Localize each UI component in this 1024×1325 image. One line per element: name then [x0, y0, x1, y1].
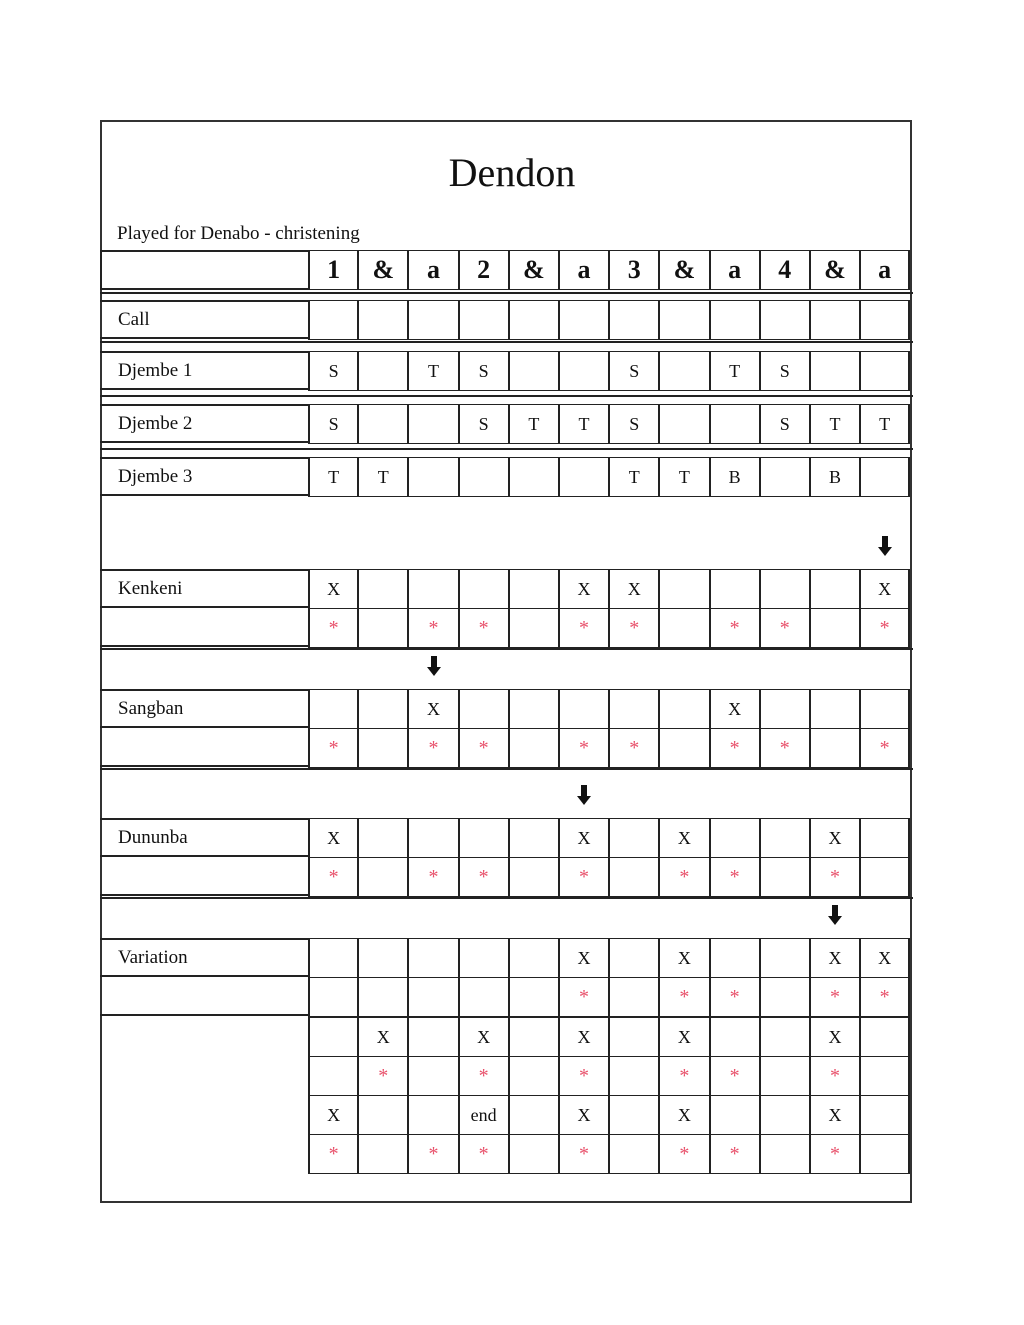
accent-cell: *: [459, 608, 509, 648]
beat-cell: [760, 457, 810, 497]
beat-cell: T: [659, 457, 709, 497]
beat-cell: T: [358, 457, 408, 497]
beat-cell: [358, 300, 408, 340]
accent-cell: *: [308, 857, 358, 897]
beat-cell: [609, 977, 659, 1017]
beat-cell: X: [710, 689, 760, 729]
beat-cell: [509, 1017, 559, 1057]
beat-cell: [308, 977, 358, 1017]
beat-cell: [358, 689, 408, 729]
beat-cell: [509, 457, 559, 497]
beat-cell: end: [459, 1095, 509, 1135]
beat-row: [308, 1095, 910, 1135]
beat-cell: T: [860, 404, 910, 444]
instrument-label: Kenkeni: [100, 569, 308, 608]
beat-row: [308, 569, 910, 609]
beat-cell: T: [810, 404, 860, 444]
beat-cell: [559, 689, 609, 729]
beat-cell: T: [308, 457, 358, 497]
beat-cell: &: [509, 250, 559, 290]
beat-cell: [760, 938, 810, 978]
accent-cell: *: [408, 728, 458, 768]
beat-cell: [810, 689, 860, 729]
beat-cell: X: [308, 818, 358, 858]
beat-cell: [358, 857, 408, 897]
beat-cell: T: [710, 351, 760, 391]
beat-cell: [659, 728, 709, 768]
beat-cell: X: [659, 938, 709, 978]
accent-cell: *: [308, 608, 358, 648]
beat-cell: [760, 857, 810, 897]
separator-line: [100, 768, 913, 770]
accent-cell: *: [459, 1134, 509, 1174]
accent-cell: *: [459, 1056, 509, 1096]
beat-cell: [860, 1056, 910, 1096]
accent-cell: *: [659, 1134, 709, 1174]
instrument-label-blank: [100, 857, 308, 896]
beat-cell: [609, 857, 659, 897]
beat-cell: [408, 1095, 458, 1135]
beat-cell: [860, 457, 910, 497]
beat-cell: [358, 728, 408, 768]
beat-cell: [509, 569, 559, 609]
accent-cell: *: [609, 728, 659, 768]
beat-cell: [609, 689, 659, 729]
beat-cell: [710, 1095, 760, 1135]
beat-cell: X: [559, 818, 609, 858]
beat-cell: [810, 608, 860, 648]
beat-cell: a: [860, 250, 910, 290]
beat-cell: [609, 1056, 659, 1096]
accent-cell: *: [710, 608, 760, 648]
beat-cell: [860, 1017, 910, 1057]
beat-cell: [509, 818, 559, 858]
instrument-label-blank: [100, 608, 308, 647]
beat-cell: [459, 818, 509, 858]
instrument-label: Dununba: [100, 818, 308, 857]
beat-cell: [509, 351, 559, 391]
beat-cell: T: [408, 351, 458, 391]
beat-cell: [860, 689, 910, 729]
beat-row: [308, 1017, 910, 1057]
beat-cell: [308, 1017, 358, 1057]
beat-cell: [810, 569, 860, 609]
accent-cell: *: [860, 728, 910, 768]
down-arrow-icon: [828, 905, 842, 925]
beat-cell: X: [609, 569, 659, 609]
beat-row: [308, 689, 910, 729]
beat-cell: 1: [308, 250, 358, 290]
accent-cell: *: [810, 1056, 860, 1096]
beat-cell: [509, 938, 559, 978]
beat-cell: [760, 1056, 810, 1096]
beat-row: [308, 857, 910, 897]
beat-cell: [308, 689, 358, 729]
beat-cell: [408, 1056, 458, 1096]
accent-cell: *: [710, 1134, 760, 1174]
beat-cell: [860, 351, 910, 391]
beat-cell: [609, 818, 659, 858]
beat-cell: [408, 938, 458, 978]
beat-cell: [408, 457, 458, 497]
beat-cell: [509, 689, 559, 729]
separator-line: [100, 897, 913, 899]
beat-cell: T: [509, 404, 559, 444]
beat-cell: S: [459, 351, 509, 391]
beat-cell: [609, 1095, 659, 1135]
instrument-label: Sangban: [100, 689, 308, 728]
accent-cell: *: [760, 608, 810, 648]
beat-cell: [509, 1134, 559, 1174]
accent-cell: *: [459, 857, 509, 897]
beat-cell: [710, 818, 760, 858]
beat-cell: [760, 977, 810, 1017]
beat-cell: [760, 1017, 810, 1057]
beat-cell: B: [810, 457, 860, 497]
accent-cell: *: [559, 1134, 609, 1174]
beat-cell: [358, 569, 408, 609]
accent-cell: *: [559, 977, 609, 1017]
beat-cell: [760, 1095, 810, 1135]
beat-cell: S: [459, 404, 509, 444]
beat-cell: [760, 1134, 810, 1174]
beat-cell: [760, 818, 810, 858]
down-arrow-icon: [878, 536, 892, 556]
beat-cell: [459, 569, 509, 609]
accent-cell: *: [408, 608, 458, 648]
beat-cell: &: [659, 250, 709, 290]
separator-line: [100, 292, 913, 294]
beat-cell: X: [659, 1095, 709, 1135]
beat-cell: 4: [760, 250, 810, 290]
beat-row: [308, 1056, 910, 1096]
beat-cell: [710, 1017, 760, 1057]
beat-cell: X: [860, 569, 910, 609]
beat-cell: [408, 818, 458, 858]
beat-cell: [659, 689, 709, 729]
beat-cell: X: [308, 569, 358, 609]
beat-cell: [308, 938, 358, 978]
accent-cell: *: [860, 608, 910, 648]
beat-cell: [609, 938, 659, 978]
beat-cell: X: [810, 938, 860, 978]
beat-cell: [459, 977, 509, 1017]
separator-line: [100, 395, 913, 397]
accent-cell: *: [810, 857, 860, 897]
beat-cell: [760, 689, 810, 729]
beat-cell: [810, 300, 860, 340]
beat-cell: [358, 1134, 408, 1174]
beat-cell: [659, 351, 709, 391]
beat-cell: X: [559, 569, 609, 609]
beat-cell: [710, 300, 760, 340]
accent-cell: *: [659, 977, 709, 1017]
beat-cell: [860, 300, 910, 340]
accent-cell: *: [559, 608, 609, 648]
beat-row: [308, 1134, 910, 1174]
accent-cell: *: [559, 1056, 609, 1096]
instrument-label: Djembe 2: [100, 404, 308, 443]
beat-cell: [509, 728, 559, 768]
beat-cell: [860, 857, 910, 897]
beat-cell: [358, 404, 408, 444]
beat-cell: a: [559, 250, 609, 290]
beat-cell: X: [358, 1017, 408, 1057]
beat-cell: X: [559, 1095, 609, 1135]
beat-cell: a: [710, 250, 760, 290]
accent-cell: *: [810, 1134, 860, 1174]
beat-cell: [860, 818, 910, 858]
beat-cell: T: [609, 457, 659, 497]
beat-cell: [810, 351, 860, 391]
beat-cell: [509, 857, 559, 897]
beat-cell: [459, 457, 509, 497]
accent-cell: *: [358, 1056, 408, 1096]
beat-cell: [308, 300, 358, 340]
beat-cell: &: [810, 250, 860, 290]
accent-cell: *: [308, 1134, 358, 1174]
beat-cell: X: [810, 1017, 860, 1057]
beat-cell: [358, 608, 408, 648]
accent-cell: *: [559, 728, 609, 768]
beat-cell: [609, 1017, 659, 1057]
beat-cell: 3: [609, 250, 659, 290]
beat-row: [308, 351, 910, 391]
accent-cell: *: [860, 977, 910, 1017]
instrument-label: Djembe 3: [100, 457, 308, 496]
beat-cell: X: [810, 818, 860, 858]
beat-cell: [559, 457, 609, 497]
separator-line: [100, 648, 913, 650]
beat-cell: [509, 608, 559, 648]
beat-cell: X: [659, 1017, 709, 1057]
beat-cell: [408, 404, 458, 444]
beat-cell: B: [710, 457, 760, 497]
beat-cell: [659, 608, 709, 648]
beat-cell: [509, 300, 559, 340]
instrument-label-blank: [100, 728, 308, 767]
beat-cell: X: [559, 938, 609, 978]
instrument-label: Call: [100, 300, 308, 339]
beat-cell: [459, 938, 509, 978]
separator-line: [100, 448, 913, 450]
beat-cell: X: [408, 689, 458, 729]
beat-cell: T: [559, 404, 609, 444]
beat-cell: S: [308, 404, 358, 444]
beat-cell: [308, 1056, 358, 1096]
beat-cell: [459, 689, 509, 729]
beat-cell: X: [459, 1017, 509, 1057]
beat-cell: [659, 300, 709, 340]
beat-row: [308, 977, 910, 1017]
beat-cell: [659, 569, 709, 609]
instrument-label-blank: [100, 977, 308, 1016]
accent-cell: *: [760, 728, 810, 768]
beat-cell: a: [408, 250, 458, 290]
accent-cell: *: [459, 728, 509, 768]
beat-row: [308, 300, 910, 340]
beat-row: [308, 938, 910, 978]
beat-cell: X: [659, 818, 709, 858]
beat-cell: [509, 977, 559, 1017]
accent-cell: *: [659, 1056, 709, 1096]
beat-cell: [760, 300, 810, 340]
beat-cell: [609, 1134, 659, 1174]
beat-cell: [760, 569, 810, 609]
beat-cell: [559, 300, 609, 340]
accent-cell: *: [408, 1134, 458, 1174]
beat-cell: [408, 300, 458, 340]
accent-cell: *: [559, 857, 609, 897]
beat-cell: &: [358, 250, 408, 290]
beat-cell: [408, 569, 458, 609]
beat-cell: 2: [459, 250, 509, 290]
beat-cell: [710, 569, 760, 609]
accent-cell: *: [710, 1056, 760, 1096]
beat-cell: [609, 300, 659, 340]
beat-cell: X: [308, 1095, 358, 1135]
down-arrow-icon: [427, 656, 441, 676]
beat-row: [308, 250, 910, 290]
accent-cell: *: [308, 728, 358, 768]
beat-cell: [710, 938, 760, 978]
page-subtitle: Played for Denabo - christening: [117, 223, 360, 244]
beat-cell: X: [810, 1095, 860, 1135]
beat-cell: [459, 300, 509, 340]
accent-cell: *: [408, 857, 458, 897]
beat-cell: [358, 977, 408, 1017]
beat-cell: [860, 1095, 910, 1135]
beat-row: [308, 608, 910, 648]
down-arrow-icon: [577, 785, 591, 805]
beat-cell: [810, 728, 860, 768]
beat-cell: [509, 1095, 559, 1135]
beat-cell: S: [308, 351, 358, 391]
beat-cell: X: [860, 938, 910, 978]
beat-row: [308, 818, 910, 858]
beat-cell: S: [609, 404, 659, 444]
beat-cell: [358, 351, 408, 391]
beat-cell: [358, 818, 408, 858]
beat-row: [308, 404, 910, 444]
beat-cell: [408, 977, 458, 1017]
beat-cell: S: [609, 351, 659, 391]
beat-cell: [408, 1017, 458, 1057]
header-label-cell: [100, 250, 308, 290]
accent-cell: *: [810, 977, 860, 1017]
beat-cell: S: [760, 404, 810, 444]
beat-cell: S: [760, 351, 810, 391]
beat-cell: [659, 404, 709, 444]
beat-row: [308, 728, 910, 768]
beat-cell: [509, 1056, 559, 1096]
instrument-label: Djembe 1: [100, 351, 308, 390]
page-title: Dendon: [448, 150, 576, 195]
beat-cell: X: [559, 1017, 609, 1057]
separator-line: [100, 341, 913, 343]
beat-cell: [860, 1134, 910, 1174]
accent-cell: *: [659, 857, 709, 897]
accent-cell: *: [710, 977, 760, 1017]
accent-cell: *: [609, 608, 659, 648]
instrument-label: Variation: [100, 938, 308, 977]
accent-cell: *: [710, 857, 760, 897]
beat-cell: [559, 351, 609, 391]
accent-cell: *: [710, 728, 760, 768]
beat-cell: [358, 1095, 408, 1135]
beat-cell: [710, 404, 760, 444]
beat-cell: [358, 938, 408, 978]
beat-row: [308, 457, 910, 497]
